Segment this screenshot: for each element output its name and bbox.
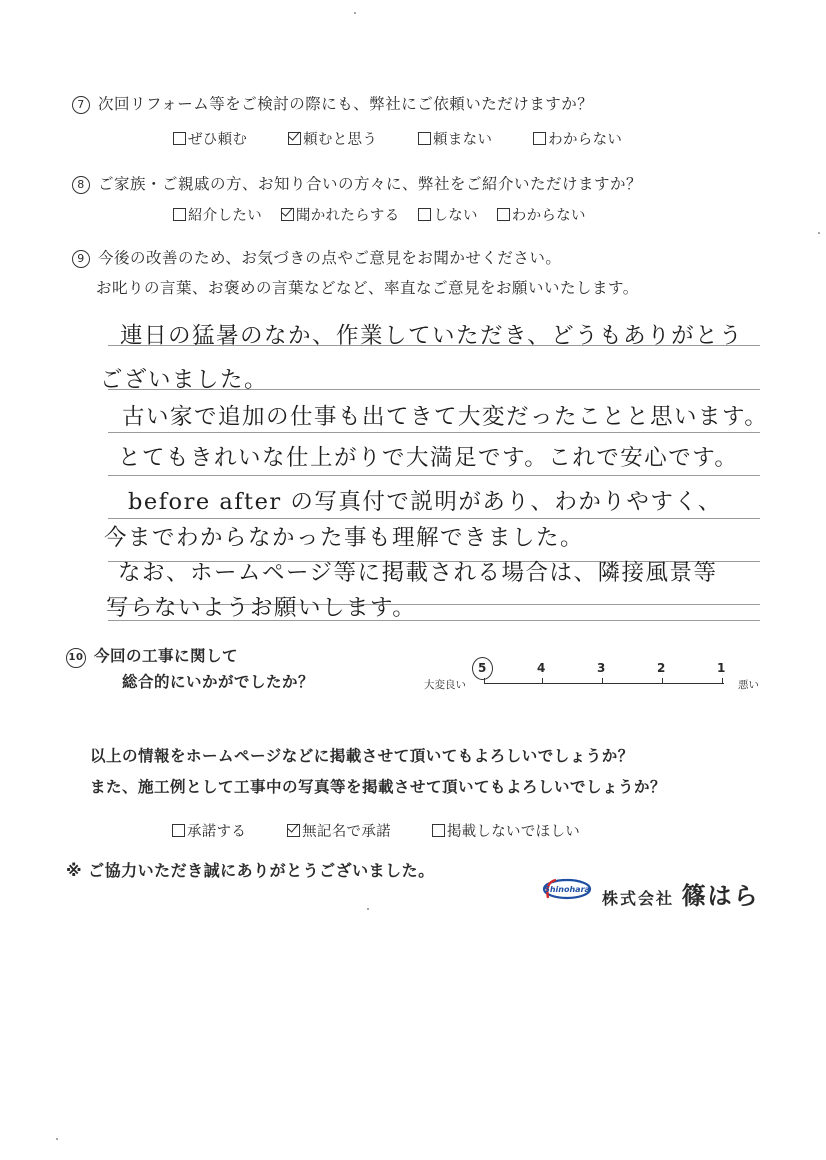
selected-rating-circle <box>472 657 493 680</box>
q7-number: 7 <box>72 96 90 114</box>
q7-option-1[interactable]: ぜひ頼む <box>173 128 247 149</box>
scan-speck <box>367 908 369 910</box>
consent-option-1[interactable]: 承諾する <box>172 820 246 841</box>
q7-option-2[interactable]: 頼むと思う <box>288 128 377 149</box>
q7-text: 次回リフォーム等をご検討の際にも、弊社にご依頼いただけますか？ <box>98 95 594 113</box>
checkbox-icon[interactable] <box>533 132 546 145</box>
company-logo-icon <box>542 876 592 902</box>
consent-option-2[interactable]: 無記名で承諾 <box>287 820 391 841</box>
scale-number-3[interactable]: 3 <box>597 661 606 675</box>
scale-number-2[interactable]: 2 <box>657 661 666 675</box>
ruled-line <box>108 475 760 476</box>
q10-question <box>66 644 238 668</box>
scan-speck <box>354 12 356 14</box>
consent-line2: また、施工例として工事中の写真等を掲載させて頂いてもよろしいでしょうか？ <box>90 778 667 796</box>
q8-option-4[interactable]: わからない <box>497 204 586 225</box>
scale-number-5[interactable]: 5 <box>478 661 487 675</box>
q8-option-1[interactable]: 紹介したい <box>173 204 262 225</box>
q8-number: 8 <box>72 176 90 194</box>
q7-options <box>173 128 658 149</box>
handwritten-line-1: 連日の猛暑のなか、作業していただき、どうもありがとう <box>120 323 744 349</box>
handwritten-line-7: なお、ホームページ等に掲載される場合は、隣接風景等 <box>118 560 718 586</box>
q8-option-3[interactable]: しない <box>418 204 477 225</box>
q7-option-3[interactable]: 頼まない <box>418 128 492 149</box>
scale-tick <box>602 678 603 684</box>
q8-text: ご家族・ご親戚の方、お知り合いの方々に、弊社をご紹介いただけますか？ <box>98 175 643 193</box>
scale-tick <box>542 678 543 684</box>
checkbox-icon[interactable] <box>173 132 186 145</box>
company-prefix: 株式会社 <box>602 889 675 908</box>
consent-option-3[interactable]: 掲載しないでほしい <box>432 820 580 841</box>
ruled-line <box>108 432 760 433</box>
scale-number-4[interactable]: 4 <box>537 661 546 675</box>
q8-option-2[interactable]: 聞かれたらする <box>281 204 400 225</box>
handwritten-line-5: before after の写真付で説明があり、わかりやすく、 <box>128 489 722 515</box>
svg-text:Shinohara: Shinohara <box>544 885 590 894</box>
checkbox-icon[interactable] <box>497 208 510 221</box>
checkbox-icon[interactable] <box>418 132 431 145</box>
checkbox-icon[interactable] <box>173 208 186 221</box>
scan-speck <box>56 1138 58 1140</box>
consent-options <box>172 820 616 841</box>
scan-speck <box>818 232 820 234</box>
scale-number-1[interactable]: 1 <box>717 661 726 675</box>
consent-line1: 以上の情報をホームページなどに掲載させて頂いてもよろしいでしょうか？ <box>90 747 634 765</box>
company-main-name: 篠はら <box>681 881 760 910</box>
q9-number: 9 <box>72 250 90 268</box>
handwritten-line-4: とてもきれいな仕上がりで大満足です。これで安心です。 <box>118 445 739 471</box>
checked-checkbox-icon[interactable] <box>288 132 301 145</box>
checkbox-icon[interactable] <box>172 824 185 837</box>
closing-message: ※ ご協力いただき誠にありがとうございました。 <box>66 861 435 880</box>
company-name <box>602 876 760 911</box>
q7-option-4[interactable]: わからない <box>533 128 622 149</box>
q10-line2: 総合的にいかがでしたか？ <box>122 673 315 691</box>
scale-right-label: 悪い <box>738 679 759 691</box>
q9-line1: 今後の改善のため、お気づきの点やご意見をお聞かせください。 <box>98 249 562 267</box>
checked-checkbox-icon[interactable] <box>287 824 300 837</box>
handwritten-line-3: 古い家で追加の仕事も出てきて大変だったことと思います。 <box>122 404 769 430</box>
checked-checkbox-icon[interactable] <box>281 208 294 221</box>
scale-tick <box>722 678 723 684</box>
q9-question <box>72 246 561 268</box>
q8-options <box>173 204 622 225</box>
checkbox-icon[interactable] <box>432 824 445 837</box>
ruled-line <box>108 518 760 519</box>
q10-number: 10 <box>66 648 86 668</box>
q8-question <box>72 172 642 194</box>
checkbox-icon[interactable] <box>418 208 431 221</box>
q9-line2: お叱りの言葉、お褒めの言葉などなど、率直なご意見をお願いいたします。 <box>96 279 639 297</box>
handwritten-line-6: 今までわからなかった事も理解できました。 <box>104 525 585 551</box>
q7-question <box>72 92 593 114</box>
rating-scale[interactable] <box>484 683 724 684</box>
scale-tick <box>662 678 663 684</box>
q10-line1: 今回の工事に関して <box>94 647 239 665</box>
handwritten-line-2: ございました。 <box>100 367 269 393</box>
scale-left-label: 大変良い <box>424 679 466 691</box>
handwritten-line-8: 写らないようお願いします。 <box>106 595 417 621</box>
